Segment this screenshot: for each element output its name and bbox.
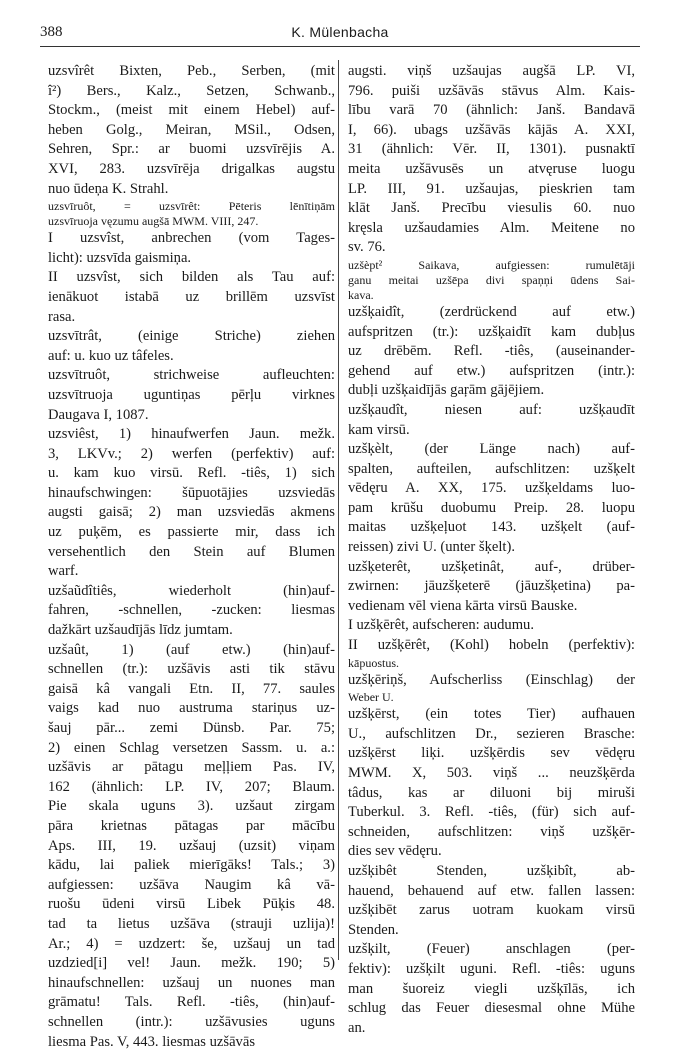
text-line: kādu, lai paliek mierīgāks! Tals.; 3) [48, 856, 335, 876]
text-line: uzšķērst, (ein totes Tier) aufhauen [348, 705, 635, 725]
text-line: Weber U. [348, 690, 635, 705]
text-line: uzšķeterêt, uzšķetinât, auf-, drüber- [348, 558, 635, 578]
text-line: schnellen (tr.): uzšāvis asti tik stāvu [48, 660, 335, 680]
text-line: hinaufschnellen: uzšauj un nuones man [48, 974, 335, 994]
text-line: II uzsvîst, sich bilden als Tau auf: [48, 268, 335, 288]
text-line: uzšķaidît, (zerdrückend auf etw.) [348, 303, 635, 323]
text-line: gehend auf etw.) aufspritzen (intr.): [348, 362, 635, 382]
text-line: pāra krietnas pātagas par mācību [48, 817, 335, 837]
text-line: augsti. viņš uzšaujas augšā LP. VI, [348, 62, 635, 82]
text-line: man šuoreiz viegli uzšķīlās, ich [348, 980, 635, 1000]
text-line: î²) Bers., Kalz., Setzen, Schwanb., [48, 82, 335, 102]
text-line: hinaufschwingen: šūpuotājies uzsviedās [48, 484, 335, 504]
text-line: Aps. III, 19. uzšauj (uzsit) viņam [48, 837, 335, 857]
text-line: dubļi uzšķaidījās gaŗām gājējiem. [348, 381, 635, 401]
text-line: uzšķērst liķi. uzšķērdis sev vēdęru [348, 744, 635, 764]
text-line: kava. [348, 288, 635, 303]
text-line: šauj pār... zemi Dünsb. Par. 75; [48, 719, 335, 739]
text-line: uzdzied[i] vel! Jaun. mežk. 190; 5) [48, 954, 335, 974]
text-line: an. [348, 1019, 635, 1039]
text-line: licht): uzsvīda gaismiņa. [48, 249, 335, 269]
text-line: liesma Pas. V, 443. liesmas uzšāvās [48, 1033, 335, 1052]
text-line: uzšķèlt, (der Länge nach) auf- [348, 440, 635, 460]
text-line: augsti gaisā; 2) man uzsviedās akmens [48, 503, 335, 523]
text-line: 796. puiši uzšāvās stāvus Alm. Kais- [348, 82, 635, 102]
text-line: vaigs kad nuo austruma stariņus uz- [48, 699, 335, 719]
text-line: schnellen (intr.): uzšāvusies uguns [48, 1013, 335, 1033]
text-line: uz puķēm, es passierte mir, dass ich [48, 523, 335, 543]
text-line: Pie skala uguns 3). uzšaut zirgam [48, 797, 335, 817]
text-line: spalten, aufteilen, aufschlitzen: uzšķelt [348, 460, 635, 480]
text-line: U., aufschlitzen Dr., sezieren Brasche: [348, 725, 635, 745]
text-line: pam krūšu duobumu Preip. 28. luopu [348, 499, 635, 519]
text-line: fektiv): uzšķilt uguni. Refl. -tiês: uguns [348, 960, 635, 980]
text-line: tad ta lietus uzšāva (strauji uzlija)! [48, 915, 335, 935]
text-line: uzsvītruôt, strichweise aufleuchten: [48, 366, 335, 386]
text-line: II uzšķērêt, (Kohl) hobeln (perfektiv): [348, 636, 635, 656]
left-column [48, 62, 335, 1052]
text-line: uzšèpt² Saikava, aufgiessen: rumulētāji [348, 258, 635, 273]
text-line: uzsvīruoja vęzumu augšā MWM. VIII, 247. [48, 214, 335, 229]
text-line: uzsviêst, 1) hinaufwerfen Jaun. mežk. [48, 425, 335, 445]
text-line: Sehren, Spr.: ar buomi uzsvīrējis A. [48, 140, 335, 160]
text-line: warf. [48, 562, 335, 582]
text-line: kāpuostus. [348, 656, 635, 671]
text-line: zwirnen: jāuzšķeterē (jāuzšķetina) pa- [348, 577, 635, 597]
text-line: 3, LKVv.; 2) werfen (perfektiv) auf: [48, 445, 335, 465]
text-line: aufgiessen: uzšāva Naugim kâ vā- [48, 876, 335, 896]
text-line: I uzšķērêt, aufscheren: audumu. [348, 616, 635, 636]
text-line: klāt Janš. Precību viesulis 60. nuo [348, 199, 635, 219]
text-line: reissen) zivi U. (unter šķelt). [348, 538, 635, 558]
text-line: gaisā kâ vangali Etn. II, 77. saules [48, 680, 335, 700]
text-line: schneiden, aufschlitzen: viņš uzšķēr- [348, 823, 635, 843]
text-line: Ar.; 4) = uzdzert: še, uzšauj un tad [48, 935, 335, 955]
text-line: fahren, -schnellen, -zucken: liesmas [48, 601, 335, 621]
text-line: hauend, behauend auf etw. fallen lassen: [348, 882, 635, 902]
text-line: uzšaũdîtiês, wiederholt (hin)auf- [48, 582, 335, 602]
column-divider [338, 60, 339, 960]
text-line: heben Golg., Meiran, MSil., Odsen, [48, 121, 335, 141]
text-line: uzšķēriņš, Aufscherliss (Einschlag) der [348, 671, 635, 691]
text-line: ienākuot istabā uz brillēm uzsvīst [48, 288, 335, 308]
text-line: uzšaût, 1) (auf etw.) (hin)auf- [48, 641, 335, 661]
text-line: uzsvītruoja uguntiņas pērļu virknes [48, 386, 335, 406]
running-head: K. Mülenbacha [40, 24, 640, 40]
text-line: meita uzšāvusēs un atvęruse luogu [348, 160, 635, 180]
text-line: uz drēbēm. Refl. -tiês, (auseinander- [348, 342, 635, 362]
text-line: uzšķibēt zarus uotram kuokam virsū [348, 901, 635, 921]
text-line: vedienam vēl viena kārta virsū Bauske. [348, 597, 635, 617]
text-line: lību varā 70 (ähnlich: Janš. Bandavā [348, 101, 635, 121]
text-line: vēdęru A. XX, 175. uzšķeldams luo- [348, 479, 635, 499]
text-line: grāmatu! Tals. Refl. -tiês, (hin)auf- [48, 993, 335, 1013]
text-line: 2) einen Schlag versetzen Sassm. u. a.: [48, 739, 335, 759]
text-line: kręsla uzšaudamies Alm. Meitene no [348, 219, 635, 239]
text-line: 31 (ähnlich: Vēr. II, 1301). pusnaktī [348, 140, 635, 160]
text-line: rasa. [48, 308, 335, 328]
text-line: sv. 76. [348, 238, 635, 258]
text-line: uzsvîrêt Bixten, Peb., Serben, (mit [48, 62, 335, 82]
text-line: schlug das Feuer diesesmal ohne Mühe [348, 999, 635, 1019]
text-line: LP. III, 91. uzšaujas, pieskrien tam [348, 180, 635, 200]
text-line: I uzsvîst, anbrechen (vom Tages- [48, 229, 335, 249]
text-line: Stockm., (meist mit einem Hebel) auf- [48, 101, 335, 121]
text-line: versehentlich den Stein auf Blumen [48, 543, 335, 563]
text-line: uzsvītrât, (einige Striche) ziehen [48, 327, 335, 347]
text-line: MWM. X, 503. viņš ... neuzšķērda [348, 764, 635, 784]
text-line: Tuberkul. 3. Refl. -tiês, (für) sich auf- [348, 803, 635, 823]
text-line: uzšāvis ar pātagu meļļiem Pas. IV, [48, 758, 335, 778]
text-line: Stenden. [348, 921, 635, 941]
text-line: dies sev vēdęru. [348, 842, 635, 862]
page-header [40, 22, 640, 47]
text-line: maitas uzšķeļuot 143. uzšķelt (auf- [348, 518, 635, 538]
text-line: ganu meitai uzšēpa divi spaņņi ūdens Sai- [348, 273, 635, 288]
text-line: auf: u. kuo uz tâfeles. [48, 347, 335, 367]
text-line: dažkārt uzšaudījās līdz jumtam. [48, 621, 335, 641]
text-line: XVI, 283. uzsvīrēja drigalkas augstu [48, 160, 335, 180]
text-line: tâdus, kas ar diluoni bij miruši [348, 784, 635, 804]
text-line: u. kam kuo virsū. Refl. -tiês, 1) sich [48, 464, 335, 484]
text-line: nuo ūdeņa K. Strahl. [48, 180, 335, 200]
text-line: 162 (ähnlich: LP. IV, 207; Blaum. [48, 778, 335, 798]
text-line: uzšķibêt Stenden, uzšķibît, ab- [348, 862, 635, 882]
text-line: Daugava I, 1087. [48, 406, 335, 426]
text-line: uzšķaudît, niesen auf: uzšķaudīt [348, 401, 635, 421]
right-column [348, 62, 635, 1038]
text-line: aufspritzen (tr.): uzšķaidīt kam dubļus [348, 323, 635, 343]
text-line: uzsvīruôt, = uzsvīrêt: Pēteris lēnītiņām [48, 199, 335, 214]
text-line: kam virsū. [348, 421, 635, 441]
text-line: I, 66). ubags uzšāvās kājās A. XXI, [348, 121, 635, 141]
text-line: uzšķilt, (Feuer) anschlagen (per- [348, 940, 635, 960]
text-line: ruošu ūdeni virsū Libek Pūķis 48. [48, 895, 335, 915]
page-number: 388 [40, 24, 63, 41]
